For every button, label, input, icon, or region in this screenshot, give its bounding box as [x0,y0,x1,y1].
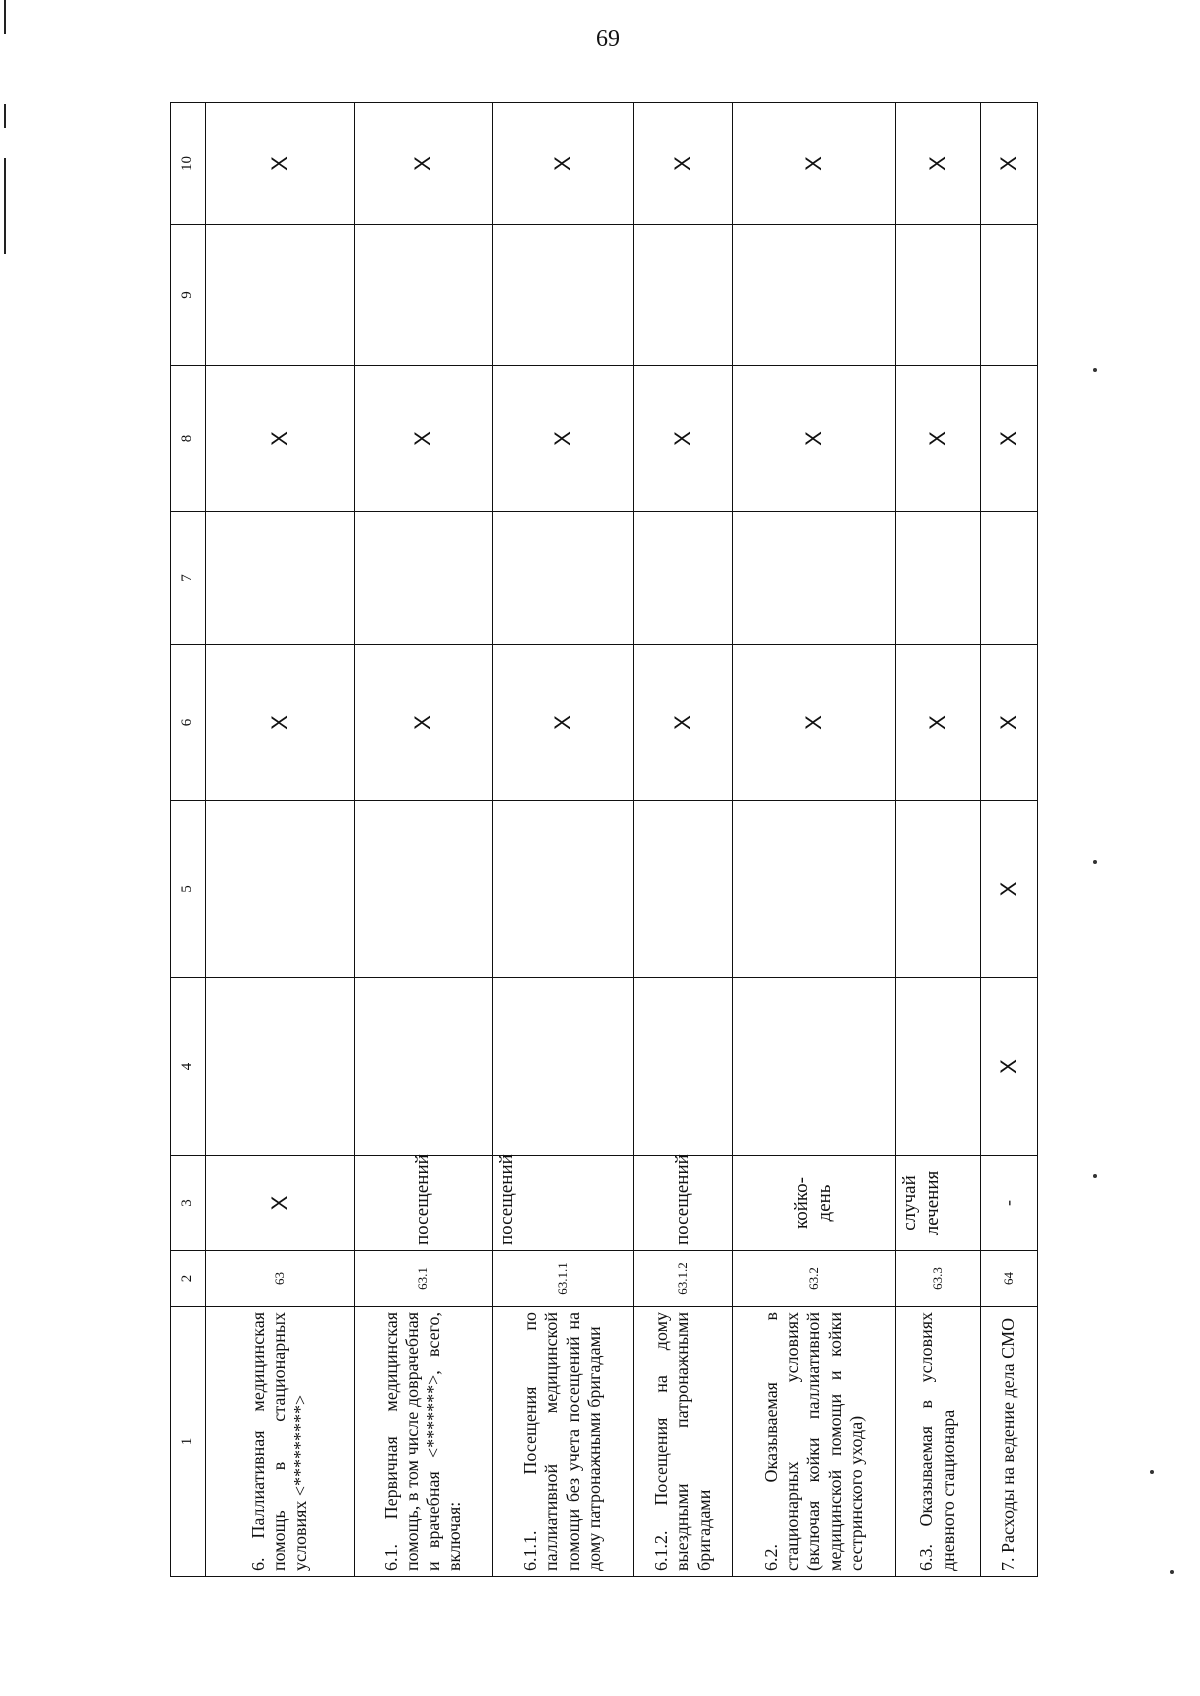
row-unit: посещений [492,1156,633,1251]
row-name: 6. Паллиативная медицинская помощь в стационарных условиях <*********> [206,1307,355,1577]
column-number: 10 [171,103,206,225]
cell-col8: X [492,366,633,512]
table-row [980,103,1037,1577]
column-number: 1 [171,1307,206,1577]
row-code: 63.1.2 [633,1251,733,1307]
cell-col4 [733,978,895,1156]
page-number: 69 [596,26,620,52]
cell-col9 [895,225,980,366]
cell-col7 [354,512,492,645]
cell-col10: X [354,103,492,225]
table-row [733,103,895,1577]
table-row [633,103,733,1577]
column-number: 3 [171,1156,206,1251]
table-row [206,103,355,1577]
column-number: 7 [171,512,206,645]
row-unit: случай лечения [895,1156,980,1251]
cell-col4 [492,978,633,1156]
cell-col8: X [733,366,895,512]
cell-col6: X [733,645,895,801]
cell-col10: X [980,103,1037,225]
column-number: 2 [171,1251,206,1307]
scan-speck [1093,368,1097,372]
cell-col7 [206,512,355,645]
row-name: 6.1.1. Посещения по паллиативной медицинской помощи без учета посещений на дому патронажными бригадами [492,1307,633,1577]
cell-col6: X [492,645,633,801]
scan-speck [1093,1174,1097,1178]
row-code: 63 [206,1251,355,1307]
row-code: 64 [980,1251,1037,1307]
cell-col6: X [354,645,492,801]
binder-mark [4,0,6,34]
cell-col8: X [206,366,355,512]
binder-mark [4,104,6,128]
cell-col4: X [980,978,1037,1156]
cell-col8: X [354,366,492,512]
row-unit: посещений [633,1156,733,1251]
column-number: 8 [171,366,206,512]
cell-col10: X [492,103,633,225]
row-name: 6.1. Первичная медицинская помощь, в том числе доврачебная и врачебная <*******>, всего, включая: [354,1307,492,1577]
cell-col8: X [633,366,733,512]
column-number-row [171,103,206,1577]
cell-col4 [206,978,355,1156]
cell-col5 [354,801,492,978]
row-unit: - [980,1156,1037,1251]
row-code: 63.1 [354,1251,492,1307]
column-number: 4 [171,978,206,1156]
row-code: 63.3 [895,1251,980,1307]
table-row [492,103,633,1577]
cell-col8: X [895,366,980,512]
row-unit: койко-день [733,1156,895,1251]
row-name: 6.1.2. Посещения на дому выездными патронажными бригадами [633,1307,733,1577]
cell-col9 [733,225,895,366]
cell-col4 [354,978,492,1156]
row-code: 63.1.1 [492,1251,633,1307]
cell-col7 [895,512,980,645]
row-name: 7. Расходы на ведение дела СМО [980,1307,1037,1577]
cell-col6: X [633,645,733,801]
cell-col9 [980,225,1037,366]
cell-col9 [633,225,733,366]
cell-col5 [206,801,355,978]
row-name: 6.2. Оказываемая в стационарных условиях (включая койки паллиативной медицинской помощи и койки сестринского ухода) [733,1307,895,1577]
column-number: 9 [171,225,206,366]
cell-col6: X [980,645,1037,801]
cell-col7 [980,512,1037,645]
scan-speck [1093,860,1097,864]
cell-col9 [354,225,492,366]
cell-col9 [492,225,633,366]
column-number: 6 [171,645,206,801]
binder-mark [4,158,6,254]
cell-col10: X [206,103,355,225]
financing-table [170,102,1038,1577]
cell-col7 [492,512,633,645]
cell-col4 [895,978,980,1156]
cell-col10: X [895,103,980,225]
table-row [895,103,980,1577]
cell-col7 [633,512,733,645]
cell-col9 [206,225,355,366]
column-number: 5 [171,801,206,978]
cell-col6: X [895,645,980,801]
scan-speck [1170,1570,1174,1574]
scan-speck [1150,1470,1154,1474]
row-code: 63.2 [733,1251,895,1307]
cell-col8: X [980,366,1037,512]
cell-col10: X [633,103,733,225]
cell-col5 [733,801,895,978]
rotated-table [170,103,1038,1577]
cell-col5 [633,801,733,978]
cell-col6: X [206,645,355,801]
row-name: 6.3. Оказываемая в условиях дневного стационара [895,1307,980,1577]
table-row [354,103,492,1577]
row-unit: X [206,1156,355,1251]
cell-col7 [733,512,895,645]
cell-col10: X [733,103,895,225]
cell-col5: X [980,801,1037,978]
cell-col5 [895,801,980,978]
row-unit: посещений [354,1156,492,1251]
cell-col4 [633,978,733,1156]
cell-col5 [492,801,633,978]
